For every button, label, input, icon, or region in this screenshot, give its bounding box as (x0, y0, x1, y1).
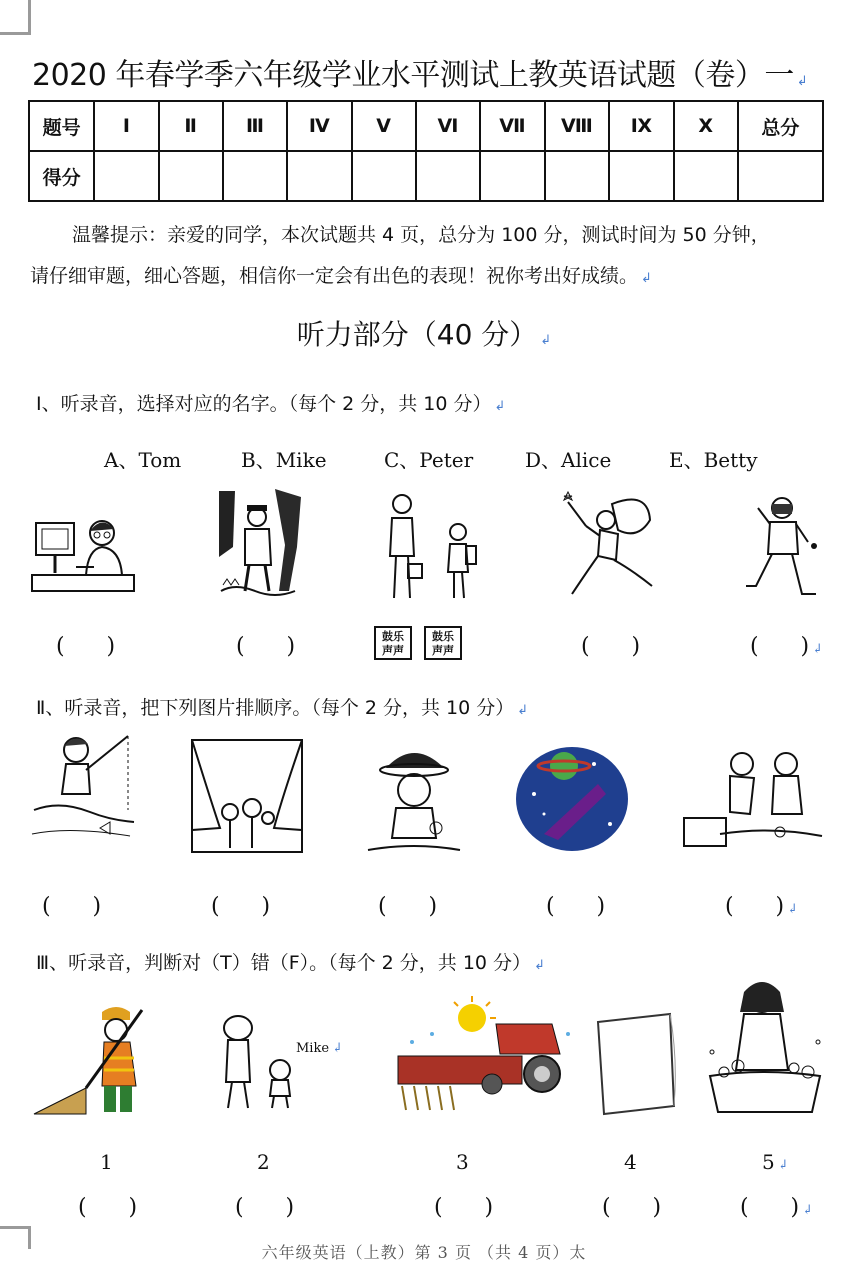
score-table-score-row (29, 151, 823, 201)
score-input-cell[interactable] (738, 151, 823, 201)
item-number-3: 3 (456, 1150, 469, 1174)
option-c: C、Peter (384, 448, 474, 472)
table-cell: Ⅹ (674, 101, 738, 151)
man-and-boy-picture (378, 490, 484, 604)
table-cell: Ⅱ (159, 101, 223, 151)
answer-blank-q1-1[interactable]: ( ) (56, 634, 116, 659)
table-cell: 题号 (29, 101, 94, 151)
table-cell: Ⅰ (94, 101, 158, 151)
score-table (28, 100, 824, 202)
answer-blank-q3-2[interactable]: ( ) (235, 1195, 295, 1220)
item-number-1: 1 (100, 1150, 113, 1174)
table-cell: 得分 (29, 151, 94, 201)
crop-mark-top (0, 0, 31, 35)
answer-blank-q3-1[interactable]: ( ) (78, 1195, 138, 1220)
picnic-kids-picture (680, 748, 824, 852)
photographer-picture (742, 490, 826, 600)
item-number-5: 5 ↲ (762, 1150, 789, 1174)
answer-blank-q2-3[interactable]: ( ) (378, 894, 438, 919)
item-number-4: 4 (624, 1150, 637, 1174)
score-input-cell[interactable] (480, 151, 544, 201)
space-planet-picture (514, 744, 630, 854)
stamp-image: 鼓乐 声声 (374, 626, 412, 660)
q3-instruction: Ⅲ、听录音，判断对（T）错（F）。（每个 2 分，共 10 分） ↲ (36, 952, 545, 974)
cowboy-kid-picture (366, 738, 462, 856)
score-input-cell[interactable] (674, 151, 738, 201)
option-a: A、Tom (104, 448, 182, 472)
table-cell: 总分 (738, 101, 823, 151)
answer-blank-q1-2[interactable]: ( ) (236, 634, 296, 659)
stamp-image: 鼓乐 声声 (424, 626, 462, 660)
blank-paper-picture (594, 1010, 680, 1118)
q1-instruction: Ⅰ、听录音，选择对应的名字。（每个 2 分，共 10 分） ↲ (36, 393, 506, 415)
answer-blank-q1-5[interactable]: ( ) ↲ (750, 634, 824, 659)
score-table-header-row (29, 101, 823, 151)
score-input-cell[interactable] (159, 151, 223, 201)
item-number-2: 2 (257, 1150, 270, 1174)
two-boys-picture (200, 1012, 300, 1112)
score-input-cell[interactable] (352, 151, 416, 201)
section-title: 听力部分（40 分） ↲ (296, 318, 552, 351)
score-input-cell[interactable] (223, 151, 287, 201)
table-cell: Ⅴ (352, 101, 416, 151)
score-input-cell[interactable] (94, 151, 158, 201)
table-cell: Ⅵ (416, 101, 480, 151)
page-title: 2020 年春学季六年级学业水平测试上教英语试题（卷）一 ↲ (32, 58, 808, 93)
score-input-cell[interactable] (416, 151, 480, 201)
table-cell: Ⅷ (545, 101, 610, 151)
option-d: D、Alice (525, 448, 612, 472)
option-b: B、Mike (241, 448, 327, 472)
tip-line-2: 请仔细审题，细心答题，相信你一定会有出色的表现！祝你考出好成绩。 ↲ (30, 265, 652, 287)
tip-line-1: 温馨提示：亲爱的同学，本次试题共 4 页，总分为 100 分，测试时间为 50 分钟， (72, 224, 770, 246)
answer-blank-q2-5[interactable]: ( ) ↲ (725, 894, 799, 919)
score-input-cell[interactable] (545, 151, 610, 201)
mike-label: Mike ↲ (296, 1041, 343, 1056)
answer-blank-q2-4[interactable]: ( ) (546, 894, 606, 919)
score-input-cell[interactable] (287, 151, 351, 201)
gardener-picture (215, 487, 305, 599)
table-cell: Ⅶ (480, 101, 544, 151)
score-input-cell[interactable] (609, 151, 673, 201)
answer-blank-q2-2[interactable]: ( ) (211, 894, 271, 919)
table-cell: Ⅳ (287, 101, 351, 151)
harvester-picture (392, 994, 574, 1118)
page-footer: 六年级英语（上教）第 3 页 （共 4 页）太 (261, 1243, 587, 1262)
fairy-girl-picture (558, 490, 660, 600)
fishing-boy-picture (30, 730, 136, 850)
answer-blank-q3-5[interactable]: ( ) ↲ (740, 1195, 814, 1220)
table-cell: Ⅲ (223, 101, 287, 151)
street-sweeper-picture (32, 1004, 156, 1118)
washing-girl-picture (704, 972, 826, 1118)
q2-instruction: Ⅱ、听录音，把下列图片排顺序。（每个 2 分，共 10 分） ↲ (36, 697, 529, 719)
puppet-show-picture (190, 738, 304, 854)
option-e: E、Betty (669, 448, 758, 472)
table-cell: Ⅸ (609, 101, 673, 151)
answer-blank-q3-4[interactable]: ( ) (602, 1195, 662, 1220)
answer-blank-q3-3[interactable]: ( ) (434, 1195, 494, 1220)
answer-blank-q1-4[interactable]: ( ) (581, 634, 641, 659)
computer-boy-picture (30, 505, 138, 597)
answer-blank-q2-1[interactable]: ( ) (42, 894, 102, 919)
